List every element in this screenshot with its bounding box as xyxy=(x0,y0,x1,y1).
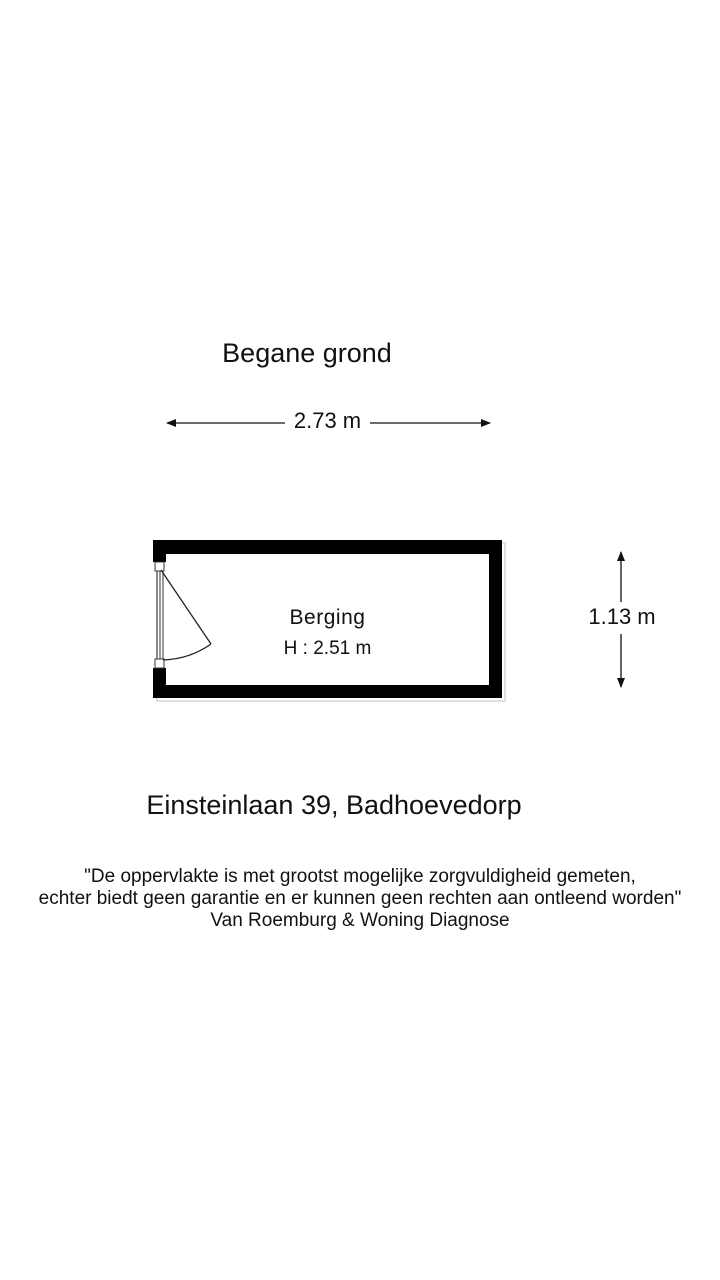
disclaimer-line-1: "De oppervlakte is met grootst mogelijke zorgvuldigheid gemeten, xyxy=(84,866,636,887)
floor-title: Begane grond xyxy=(222,338,392,368)
depth-dimension-label: 1.13 m xyxy=(588,604,656,629)
room-name-label: Berging xyxy=(289,606,366,629)
disclaimer-text xyxy=(0,866,720,932)
disclaimer-line-2: echter biedt geen garantie en er kunnen geen rechten aan ontleend worden" xyxy=(38,888,682,909)
width-dimension-label: 2.73 m xyxy=(293,408,362,433)
address-label: Einsteinlaan 39, Badhoevedorp xyxy=(146,790,522,820)
room-height-label: H : 2.51 m xyxy=(283,638,372,659)
disclaimer-line-3: Van Roemburg & Woning Diagnose xyxy=(210,910,510,931)
